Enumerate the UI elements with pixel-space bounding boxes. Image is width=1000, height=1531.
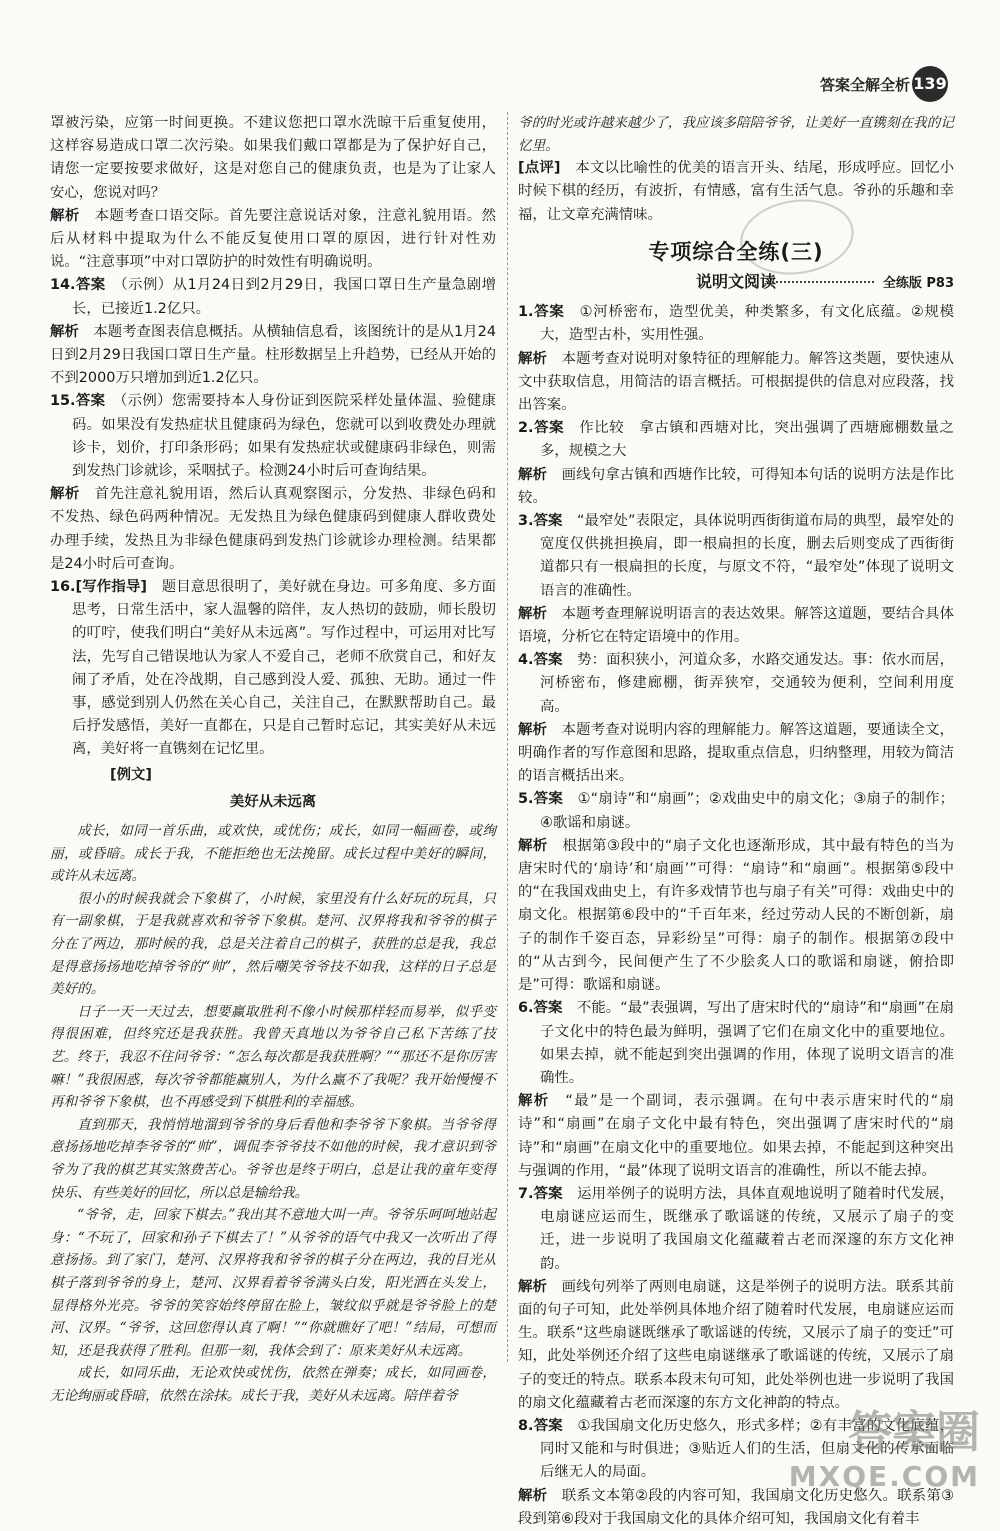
answer-item-2: 2.答案 作比较 拿古镇和西塘对比，突出强调了西塘廊棚数量之多，规模之大 解析 画线句拿古镇和西塘作比较，可得知本句话的说明方法是作比较。 [518, 420, 954, 506]
question-14-answer: 14.答案 （示例）从1月24日到2月29日，我国口罩日生产量急剧增长，已接近1.2亿只。 [50, 277, 496, 317]
essay-paragraph: 直到那天，我悄悄地溜到爷爷的身后看他和李爷爷下象棋。当爷爷得意扬扬地吃掉李爷爷的“帅”，调侃李爷爷技不如他的时候，我才意识到爷爷为了我的棋艺其实煞费苦心。爷爷也是终于明白，总是让我的童年变得快乐、有些美好的回忆，所以总是输给我。 [50, 1116, 496, 1201]
essay-paragraph: 很小的时候我就会下象棋了，小时候，家里没有什么好玩的玩具，只有一副象棋，于是我就喜欢和爷爷下象棋。楚河、汉界将我和爷爷的棋子分在了两边，那时候的我，总是关注着自己的棋子，获胜的总是我，我总是得意扬扬地吃掉爷爷的“帅”，然后嘲笑爷爷技不如我，这样的日子总是美好的。 [50, 890, 496, 998]
answer-item-6: 6.答案 不能。“最”表强调，写出了唐宋时代的“扇诗”和“扇画”在扇子文化中的特色最为鲜明，强调了它们在扇文化中的重要地位。如果去掉，就不能起到突出强调的作用，体现了说明文语言的准确性。 解析 “最”是一个副词，表示强调。在句中表示唐宋时代的“扇诗”和“扇画”在扇子文化中最有特色，突出强调了唐宋时代的“扇诗”和“扇画”在扇文化中的重要地位。如果去掉，不能起到这种突出与强调的作用，“最”体现了说明文语言的准确性，所以不能去掉。 [518, 1000, 954, 1179]
essay-paragraph: 成长，如同一首乐曲，或欢快，或忧伤；成长，如同一幅画卷，或绚丽，或昏暗。成长于我，不能拒绝也无法挽留。成长过程中美好的瞬间，或许从未远离。 [50, 823, 496, 885]
answer-item-1: 1.答案 ①河桥密布，造型优美，种类繁多，有文化底蕴。②规模大，造型古朴，实用性强。 解析 本题考查对说明对象特征的理解能力。解答这类题，要快速从文中获取信息，用简洁的语言概括。可根据提供的信息对应段落，找出答案。 [518, 304, 954, 414]
page-reference: 全练版 P83 [882, 276, 954, 291]
right-column [518, 112, 954, 1531]
essay-paragraph: 日子一天一天过去，想要赢取胜利不像小时候那样轻而易举，似乎变得很困难，但终究还是我获胜。我曾天真地以为爷爷自己私下苦练了技艺。终于，我忍不住问爷爷：“怎么每次都是我获胜啊？”“那还不是你厉害嘛！”我很困惑，每次爷爷都能赢别人，为什么赢不了我呢？我开始慢慢不再和爷爷下象棋，也不再感受到下棋胜利的幸福感。 [50, 1003, 496, 1111]
essay-title: 美好从未远离 [229, 793, 317, 810]
example-label: [例文] [110, 766, 152, 783]
dotted-leader [768, 281, 874, 283]
answer-item-5: 5.答案 ①“扇诗”和“扇画”；②戏曲史中的扇文化；③扇子的制作；④歌谣和扇谜。 解析 根据第③段中的“扇子文化也逐渐形成，其中最有特色的当为唐宋时代的‘扇诗’和‘扇画’”可得：“扇诗”和“扇画”。根据第⑤段中的“在我国戏曲史上，有许多戏情节也与扇子有关”可得：戏曲史中的扇文化。根据第⑥段中的“千百年来，经过劳动人民的不断创新，扇子的制作千姿百态，异彩纷呈”可得：扇子的制作。根据第⑦段中的“从古到今，民间便产生了不少脍炙人口的歌谣和扇谜，俯拾即是”可得：歌谣和扇谜。 [518, 791, 954, 994]
essay-paragraph: 成长，如同乐曲，无论欢快或忧伤，依然在弹奏；成长，如同画卷，无论绚丽或昏暗，依然在涂抹。成长于我，美好从未远离。陪伴着爷 [50, 1365, 496, 1404]
watermark: 答案圈 MXQE.COM [788, 1407, 980, 1493]
jiexi-13: 解析 本题考查口语交际。首先要注意说话对象，注意礼貌用语。然后从材料中提取为什么不能反复使用口罩的原因，进行针对性劝说。“注意事项”中对口罩防护的时效性有明确说明。 [50, 207, 496, 271]
comment: [点评] 本文以比喻性的优美的语言开头、结尾，形成呼应。回忆小时候下棋的经历，有波折，有情感，富有生活气息。爷孙的乐趣和幸福，让文章充满情味。 [518, 160, 954, 223]
header-title: 答案全解全析 [819, 76, 910, 94]
column-divider [507, 112, 508, 1362]
question-14-jiexi: 解析 本题考查图表信息概括。从横轴信息看，该图统计的是从1月24日到2月29日我国口罩日生产量。柱形数据呈上升趋势，已经从开始的不到2000万只增加到近1.2亿只。 [50, 323, 496, 387]
intro-paragraph: 罩被污染，应第一时间更换。不建议您把口罩水洗晾干后重复使用，这样容易造成口罩二次污染。如果我们戴口罩都是为了保护好自己，请您一定要按要求做好，这是对您自己的健康负责，也是为了让家人安心，您说对吗？ [50, 115, 496, 201]
answer-item-8: 8.答案 ①我国扇文化历史悠久，形式多样；②有丰富的文化底蕴，同时又能和与时俱进；③贴近人们的生活，但扇文化的传承面临后继无人的局面。 解析 联系文本第②段的内容可知，我国扇文化历史悠久。联系第③段到第⑥段对于我国扇文化的具体介绍可知，我国扇文化有着丰 [518, 1417, 954, 1527]
question-16-guide: 16.[写作指导] 题目意思很明了，美好就在身边。可多角度、多方面思考，日常生活中，家人温馨的陪伴，友人热切的鼓励，师长殷切的叮咛，使我们明白“美好从未远离”。写作过程中，可运用对比写法，先写自己错误地认为家人不爱自己，老师不欣赏自己，和好友闹了矛盾，处在冷战期，自己感到没人爱、孤独、无助。通过一件事，感觉到别人仍然在关心自己，关注自己，在默默帮助自己。最后抒发感悟，美好一直都在，只是自己暂时忘记，其实美好从未远离，美好将一直镌刻在记忆里。 [50, 579, 496, 758]
section-title: 专项综合全练(三) [648, 239, 824, 264]
essay-paragraph: “爷爷，走，回家下棋去。”我出其不意地大叫一声。爷爷乐呵呵地站起身：“不玩了，回家和孙子下棋去了！”从爷爷的语气中我又一次听出了得意扬扬。到了家门，楚河、汉界将我和爷爷的棋子分在两边，我的目光从棋子落到爷爷的身上，楚河、汉界看着爷爷满头白发，阳光洒在头发上，显得格外光亮。爷爷的笑容始终停留在脸上，皱纹似乎就是爷爷脸上的楚河、汉界。“爷爷，这回您得认真了啊！”“你就瞧好了吧！”结局，可想而知，还是我获得了胜利。但那一刻，我体会到了：原来美好从未远离。 [50, 1207, 496, 1359]
essay-continuation: 爷的时光或许越来越少了，我应该多陪陪爷爷，让美好一直镌刻在我的记忆里。 [518, 115, 954, 154]
page-header [0, 0, 1000, 100]
answer-item-3: 3.答案 “最窄处”表限定，具体说明西街街道布局的典型，最窄处的宽度仅供挑担换肩，即一根扁担的长度，删去后则变成了西街街道都只有一根扁担的长度，与原文不符，“最窄处”体现了说明文语言的准确性。 解析 本题考查理解说明语言的表达效果。解答这道题，要结合具体语境，分析它在特定语境中的作用。 [518, 513, 954, 646]
question-15-answer: 15.答案 （示例）您需要持本人身份证到医院采样处量体温、验健康码。如果没有发热症状且健康码为绿色，您就可以到收费处办理就诊卡，划价，打印条形码；如果有发热症状或健康码非绿色，则需到发热门诊就诊，采咽拭子。检测24小时后可查询结果。 [50, 393, 496, 480]
subsection-title: 说明文阅读 全练版 P83 [518, 270, 954, 293]
question-15-jiexi: 解析 首先注意礼貌用语，然后认真观察图示，分发热、非绿色码和不发热、绿色码两种情况。无发热且为绿色健康码到健康人群收费处办理手续，发热且为非绿色健康码到发热门诊就诊办理检测。结果都是24小时后可查询。 [50, 486, 496, 572]
left-column [50, 112, 496, 1408]
page-number: 139 [912, 66, 948, 102]
answer-item-4: 4.答案 势：面积狭小，河道众多，水路交通发达。事：依水而居，河桥密布，修建廊棚，街弄狭窄，交通较为便利，空间利用度高。 解析 本题考查对说明内容的理解能力。解答这道题，要通读全文，明确作者的写作意图和思路，提取重点信息，归纳整理，用较为简洁的语言概括出来。 [518, 652, 954, 785]
answer-item-7: 7.答案 运用举例子的说明方法，具体直观地说明了随着时代发展，电扇谜应运而生，既继承了歌谣谜的传统，又展示了扇子的变迁，进一步说明了我国扇文化蕴藏着古老而深邃的东方文化神韵。 解析 画线句列举了两则电扇谜，这是举例子的说明方法。联系其前面的句子可知，此处举例具体地介绍了随着时代发展，电扇谜应运而生。联系“这些扇谜既继承了歌谣谜的传统，又展示了扇子的变迁”可知，此处举例还介绍了这些电扇谜继承了歌谣谜的传统，又展示了扇子的变迁的特点。联系本段末句可知，此处举例也进一步说明了我国的扇文化蕴藏着古老而深邃的东方文化神韵的特点。 [518, 1185, 954, 1411]
essay-body [50, 820, 496, 1407]
